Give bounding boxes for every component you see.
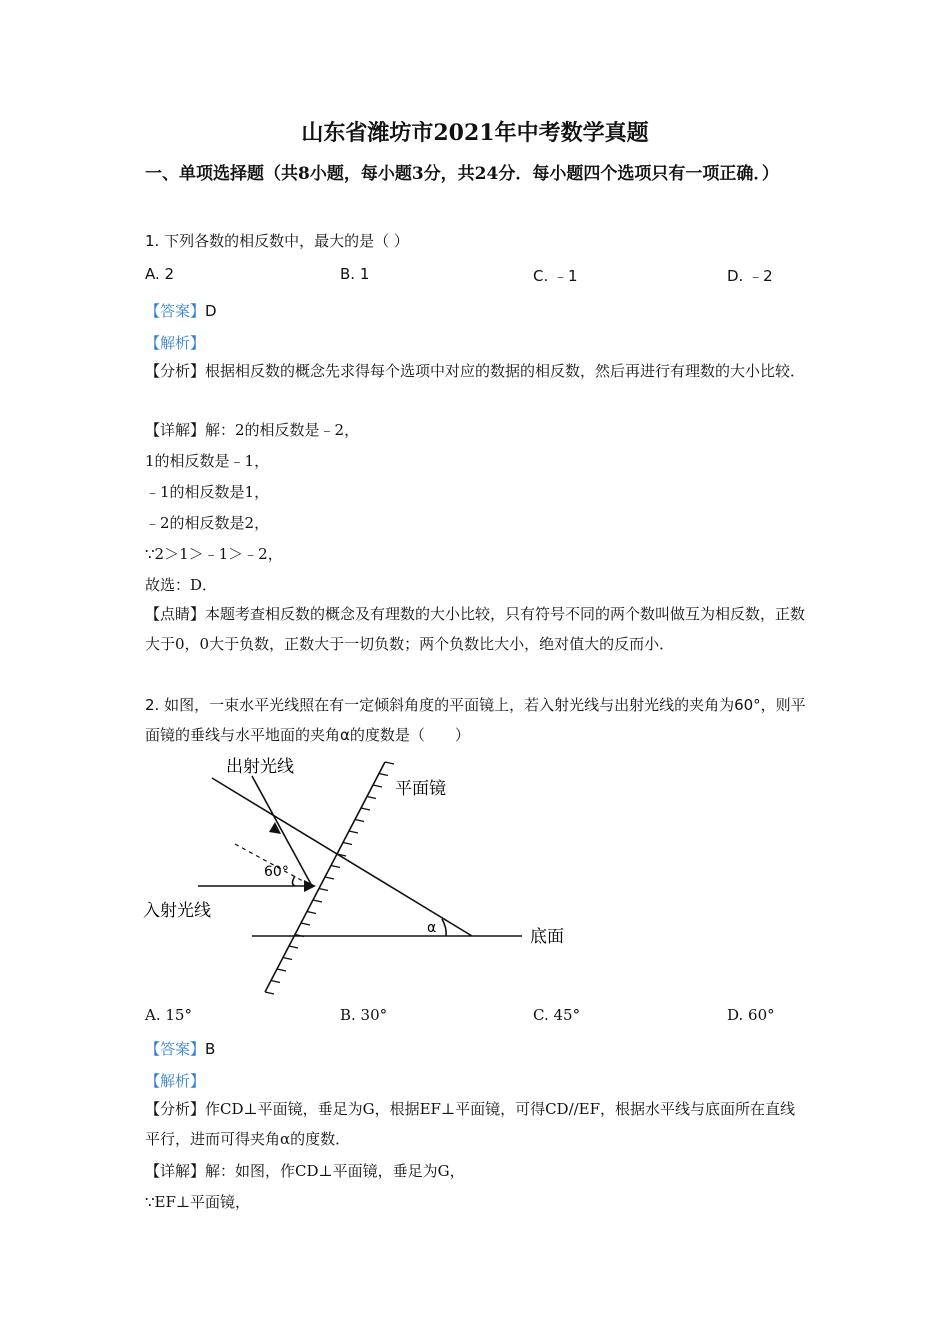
q2-stem: 2. 如图，一束水平光线照在有一定倾斜角度的平面镜上，若入射光线与出射光线的夹角为60°，则平面镜的垂线与水平地面的夹角α的度数是（ ）	[145, 696, 806, 744]
hatch-mark	[379, 774, 388, 776]
q2-option-b: B. 30°	[340, 1006, 388, 1024]
hatch-mark	[301, 923, 310, 925]
answer-tag: 【答案】	[145, 302, 206, 320]
q2-option-c: C. 45°	[533, 1006, 581, 1024]
q2-answer	[145, 1038, 215, 1059]
angle-alpha-arc	[442, 919, 446, 936]
analysis-tag: 【分析】	[145, 362, 206, 380]
hatch-mark	[265, 992, 274, 994]
q2-option-a: A. 15°	[145, 1006, 192, 1024]
hatch-mark	[367, 797, 376, 799]
analysis-tag: 【分析】	[145, 1100, 206, 1118]
q1-option-a: A. 2	[145, 265, 175, 283]
hatch-mark	[271, 981, 280, 983]
detail-tag: 【详解】	[145, 421, 206, 439]
analysis-text: 作CD⊥平面镜，垂足为G，根据EF⊥平面镜，可得CD//EF，根据水平线与底面所在直线平行，进而可得夹角α的度数．	[145, 1100, 796, 1148]
q2-analysis	[145, 1094, 810, 1154]
angle-60-arc	[293, 876, 296, 886]
page-title: 山东省潍坊市2021年中考数学真题	[301, 120, 649, 146]
hatch-mark	[289, 946, 298, 948]
label-mirror: 平面镜	[395, 779, 446, 799]
label-ground: 底面	[530, 927, 564, 947]
hatch-mark	[313, 900, 322, 902]
q1-jiexi: 【解析】	[145, 334, 206, 352]
q1-line-3: ﹣2的相反数是2，	[145, 514, 270, 532]
q1-line-4: ∵2＞1＞﹣1＞﹣2，	[145, 545, 283, 563]
answer-value: D	[205, 302, 217, 320]
hatch-mark	[283, 958, 292, 960]
label-in-ray: 入射光线	[143, 901, 211, 921]
normal-line	[212, 778, 472, 936]
hatch-mark	[373, 785, 382, 787]
label-angle-60: 60°	[264, 864, 289, 880]
q2-jiexi: 【解析】	[145, 1072, 206, 1090]
comment-tag: 【点睛】	[145, 605, 206, 623]
hatch-mark	[385, 762, 394, 764]
outgoing-arrow-icon	[269, 822, 281, 834]
hatch-mark	[325, 877, 334, 879]
q2-detail	[145, 1160, 465, 1181]
detail-tag: 【详解】	[145, 1162, 206, 1180]
detail-text: 解：2的相反数是﹣2，	[205, 421, 360, 439]
q1-answer	[145, 300, 217, 321]
q1-line-2: ﹣1的相反数是1，	[145, 483, 270, 501]
q1-option-b: B. 1	[340, 265, 370, 283]
q2-option-d: D. 60°	[727, 1006, 775, 1024]
q1-option-c: C. ﹣1	[533, 267, 578, 285]
comment-text: 本题考查相反数的概念及有理数的大小比较，只有符号不同的两个数叫做互为相反数，正数大于0，0大于负数，正数大于一切负数；两个负数比大小，绝对值大的反而小．	[145, 605, 806, 653]
q1-option-d: D. ﹣2	[727, 267, 773, 285]
hatch-mark	[355, 820, 364, 822]
answer-tag: 【答案】	[145, 1040, 206, 1058]
analysis-text: 根据相反数的概念先求得每个选项中对应的数据的相反数，然后再进行有理数的大小比较．	[205, 362, 806, 380]
q2-line-1: ∵EF⊥平面镜，	[145, 1193, 251, 1211]
detail-text: 解：如图，作CD⊥平面镜，垂足为G，	[205, 1162, 465, 1180]
q1-analysis	[145, 356, 810, 386]
hatch-mark	[349, 831, 358, 833]
section-heading: 一、单项选择题（共8小题，每小题3分，共24分．每小题四个选项只有一项正确．）	[145, 164, 779, 184]
label-alpha: α	[427, 920, 437, 936]
q1-comment	[145, 599, 810, 659]
hatch-mark	[277, 969, 286, 971]
q1-detail	[145, 419, 359, 440]
hatch-mark	[331, 866, 340, 868]
hatch-mark	[307, 912, 316, 914]
hatch-mark	[361, 808, 370, 810]
hatch-mark	[343, 843, 352, 845]
hatch-mark	[319, 889, 328, 891]
label-out-ray: 出射光线	[226, 757, 294, 777]
q1-line-5: 故选：D．	[145, 576, 218, 594]
answer-value: B	[205, 1040, 216, 1058]
q1-stem: 1. 下列各数的相反数中，最大的是（ ）	[145, 232, 409, 250]
q1-line-1: 1的相反数是﹣1，	[145, 452, 270, 470]
mirror-figure	[140, 752, 590, 1002]
